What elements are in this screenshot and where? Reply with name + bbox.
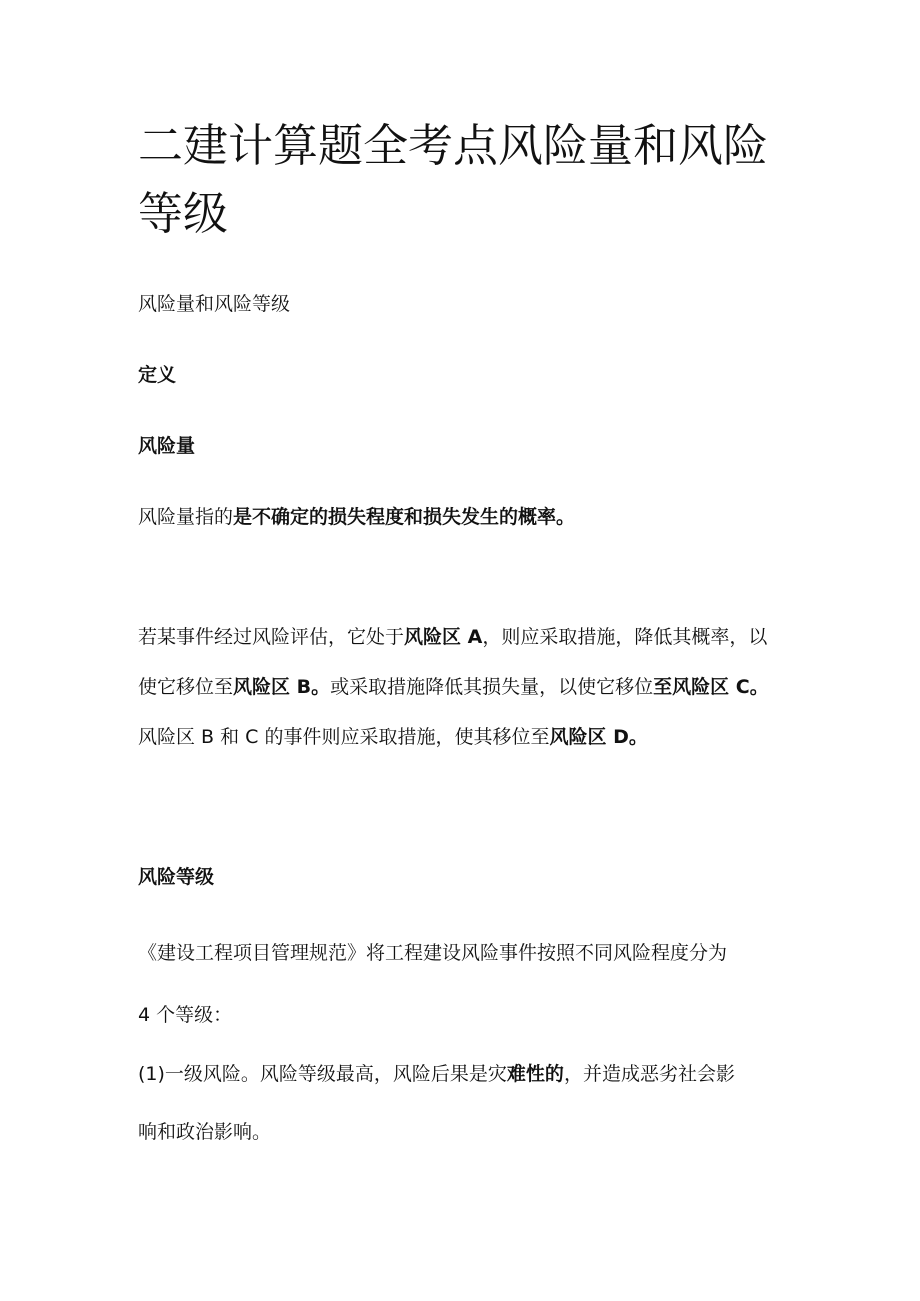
level-1-paragraph (138, 1045, 778, 1161)
zone-line-2 (138, 662, 778, 712)
zone-line-3 (138, 712, 778, 762)
zone-line-1 (138, 612, 778, 662)
heading-definition: 定义 (138, 364, 177, 386)
level-1-line-2: 响和政治影响。 (138, 1121, 272, 1143)
risk-quantity-definition (138, 492, 778, 542)
heading-risk-quantity: 风险量 (138, 435, 196, 457)
page-title: 二建计算题全考点风险量和风险等级 (138, 119, 769, 240)
spec-line-1: 《建设工程项目管理规范》将工程建设风险事件按照不同风险程度分为 (138, 942, 728, 964)
subtitle: 风险量和风险等级 (138, 293, 291, 315)
risk-quantity-def-prefix: 风险量指的 (138, 506, 234, 528)
level-1-line-1 (138, 1045, 778, 1103)
zone-c-label: 至风险区 C。 (653, 676, 769, 698)
zone-line-1-text: 若某事件经过风险评估，它处于 (138, 626, 405, 648)
zone-line-2-text: 使它移位至 (138, 676, 234, 698)
risk-zone-paragraph (138, 612, 778, 762)
heading-risk-level: 风险等级 (138, 866, 215, 888)
zone-d-label: 风险区 D。 (549, 726, 648, 748)
zone-a-label: 风险区 A (404, 626, 483, 648)
zone-line-1-text-2: ，则应采取措施，降低其概率，以 (482, 626, 768, 648)
spec-paragraph (138, 922, 778, 1046)
level-1-text-2: ，并造成恶劣社会影 (563, 1063, 735, 1085)
level-1-text: (1)一级风险。风险等级最高，风险后果是灾 (138, 1063, 507, 1085)
zone-line-3-text: 风险区 B 和 C 的事件则应采取措施，使其移位至 (138, 726, 550, 748)
level-1-bold: 难性的 (506, 1063, 564, 1085)
zone-b-label: 风险区 B。 (233, 676, 331, 698)
spec-line-2: 4 个等级： (138, 1004, 233, 1026)
zone-line-2-text-2: 或采取措施降低其损失量，以使它移位 (330, 676, 654, 698)
risk-quantity-def-bold: 是不确定的损失程度和损失发生的概率。 (233, 506, 576, 528)
